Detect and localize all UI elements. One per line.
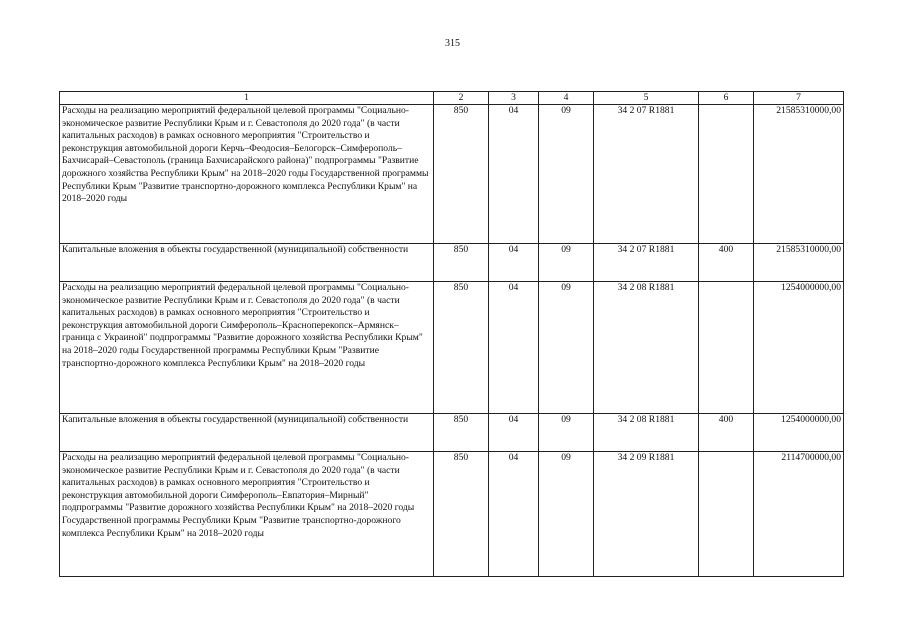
page-number: 315 [445,38,460,49]
cell-ministry-code: 850 [434,105,489,244]
cell-ministry-code: 850 [434,414,489,452]
row-description: Расходы на реализацию мероприятий федеральной целевой программы "Социально-экономическое развитие Республики Крым и г. Севастополя до 2020 года" (в части капитальных расходов) в рамках основного мероприятия "Строительство и реконструкция автомобильной дороги Симферополь–Евпатория–Мирный" подпрограммы "Развитие дорожного хозяйства Республики Крым" на 2018–2020 годы Государственной программы Республики Крым "Развитие транспортно-дорожного комплекса Республики Крым" на 2018–2020 годы [60,452,434,577]
column-header-6: 6 [699,92,754,105]
cell-section-code: 04 [489,452,539,577]
cell-amount: 21585310000,00 [754,105,844,244]
table-row [60,282,844,414]
column-header-3: 3 [489,92,539,105]
row-description: Расходы на реализацию мероприятий федеральной целевой программы "Социально-экономическое развитие Республики Крым и г. Севастополя до 2020 года" (в части капитальных расходов) в рамках основного мероприятия "Строительство и реконструкция автомобильной дороги Керчь–Феодосия–Белогорск–Симферополь–Бахчисарай–Севастополь (граница Бахчисарайского района)" подпрограммы "Развитие дорожного хозяйства Республики Крым" на 2018–2020 годы Государственной программы Республики Крым "Развитие транспортно-дорожного комплекса Республики Крым" на 2018–2020 годы [60,105,434,244]
cell-subsection-code: 09 [539,282,594,414]
cell-amount: 1254000000,00 [754,414,844,452]
budget-table [59,91,844,577]
cell-expense-type [699,452,754,577]
table-row [60,414,844,452]
row-description: Капитальные вложения в объекты государственной (муниципальной) собственности [60,244,434,282]
cell-target-article: 34 2 09 R1881 [594,452,699,577]
cell-ministry-code: 850 [434,282,489,414]
cell-ministry-code: 850 [434,452,489,577]
cell-section-code: 04 [489,105,539,244]
cell-expense-type [699,282,754,414]
cell-subsection-code: 09 [539,452,594,577]
cell-target-article: 34 2 08 R1881 [594,282,699,414]
table-row [60,452,844,577]
cell-subsection-code: 09 [539,414,594,452]
row-description: Расходы на реализацию мероприятий федеральной целевой программы "Социально-экономическое развитие Республики Крым и г. Севастополя до 2020 года" (в части капитальных расходов) в рамках основного мероприятия "Строительство и реконструкция автомобильной дороги Симферополь–Красноперекопск–Армянск–граница с Украиной" подпрограммы "Развитие дорожного хозяйства Республики Крым" на 2018–2020 годы Государственной программы Республики Крым "Развитие транспортно-дорожного комплекса Республики Крым" на 2018–2020 годы [60,282,434,414]
column-header-4: 4 [539,92,594,105]
cell-ministry-code: 850 [434,244,489,282]
cell-expense-type [699,105,754,244]
cell-expense-type: 400 [699,414,754,452]
cell-expense-type: 400 [699,244,754,282]
column-header-1: 1 [60,92,434,105]
column-header-7: 7 [754,92,844,105]
cell-amount: 21585310000,00 [754,244,844,282]
row-description: Капитальные вложения в объекты государственной (муниципальной) собственности [60,414,434,452]
cell-amount: 1254000000,00 [754,282,844,414]
cell-amount: 2114700000,00 [754,452,844,577]
cell-subsection-code: 09 [539,105,594,244]
table-header-row [60,92,844,105]
cell-section-code: 04 [489,414,539,452]
column-header-5: 5 [594,92,699,105]
table-row [60,105,844,244]
cell-target-article: 34 2 07 R1881 [594,105,699,244]
cell-section-code: 04 [489,244,539,282]
cell-section-code: 04 [489,282,539,414]
column-header-2: 2 [434,92,489,105]
cell-target-article: 34 2 08 R1881 [594,414,699,452]
cell-target-article: 34 2 07 R1881 [594,244,699,282]
table-row [60,244,844,282]
cell-subsection-code: 09 [539,244,594,282]
